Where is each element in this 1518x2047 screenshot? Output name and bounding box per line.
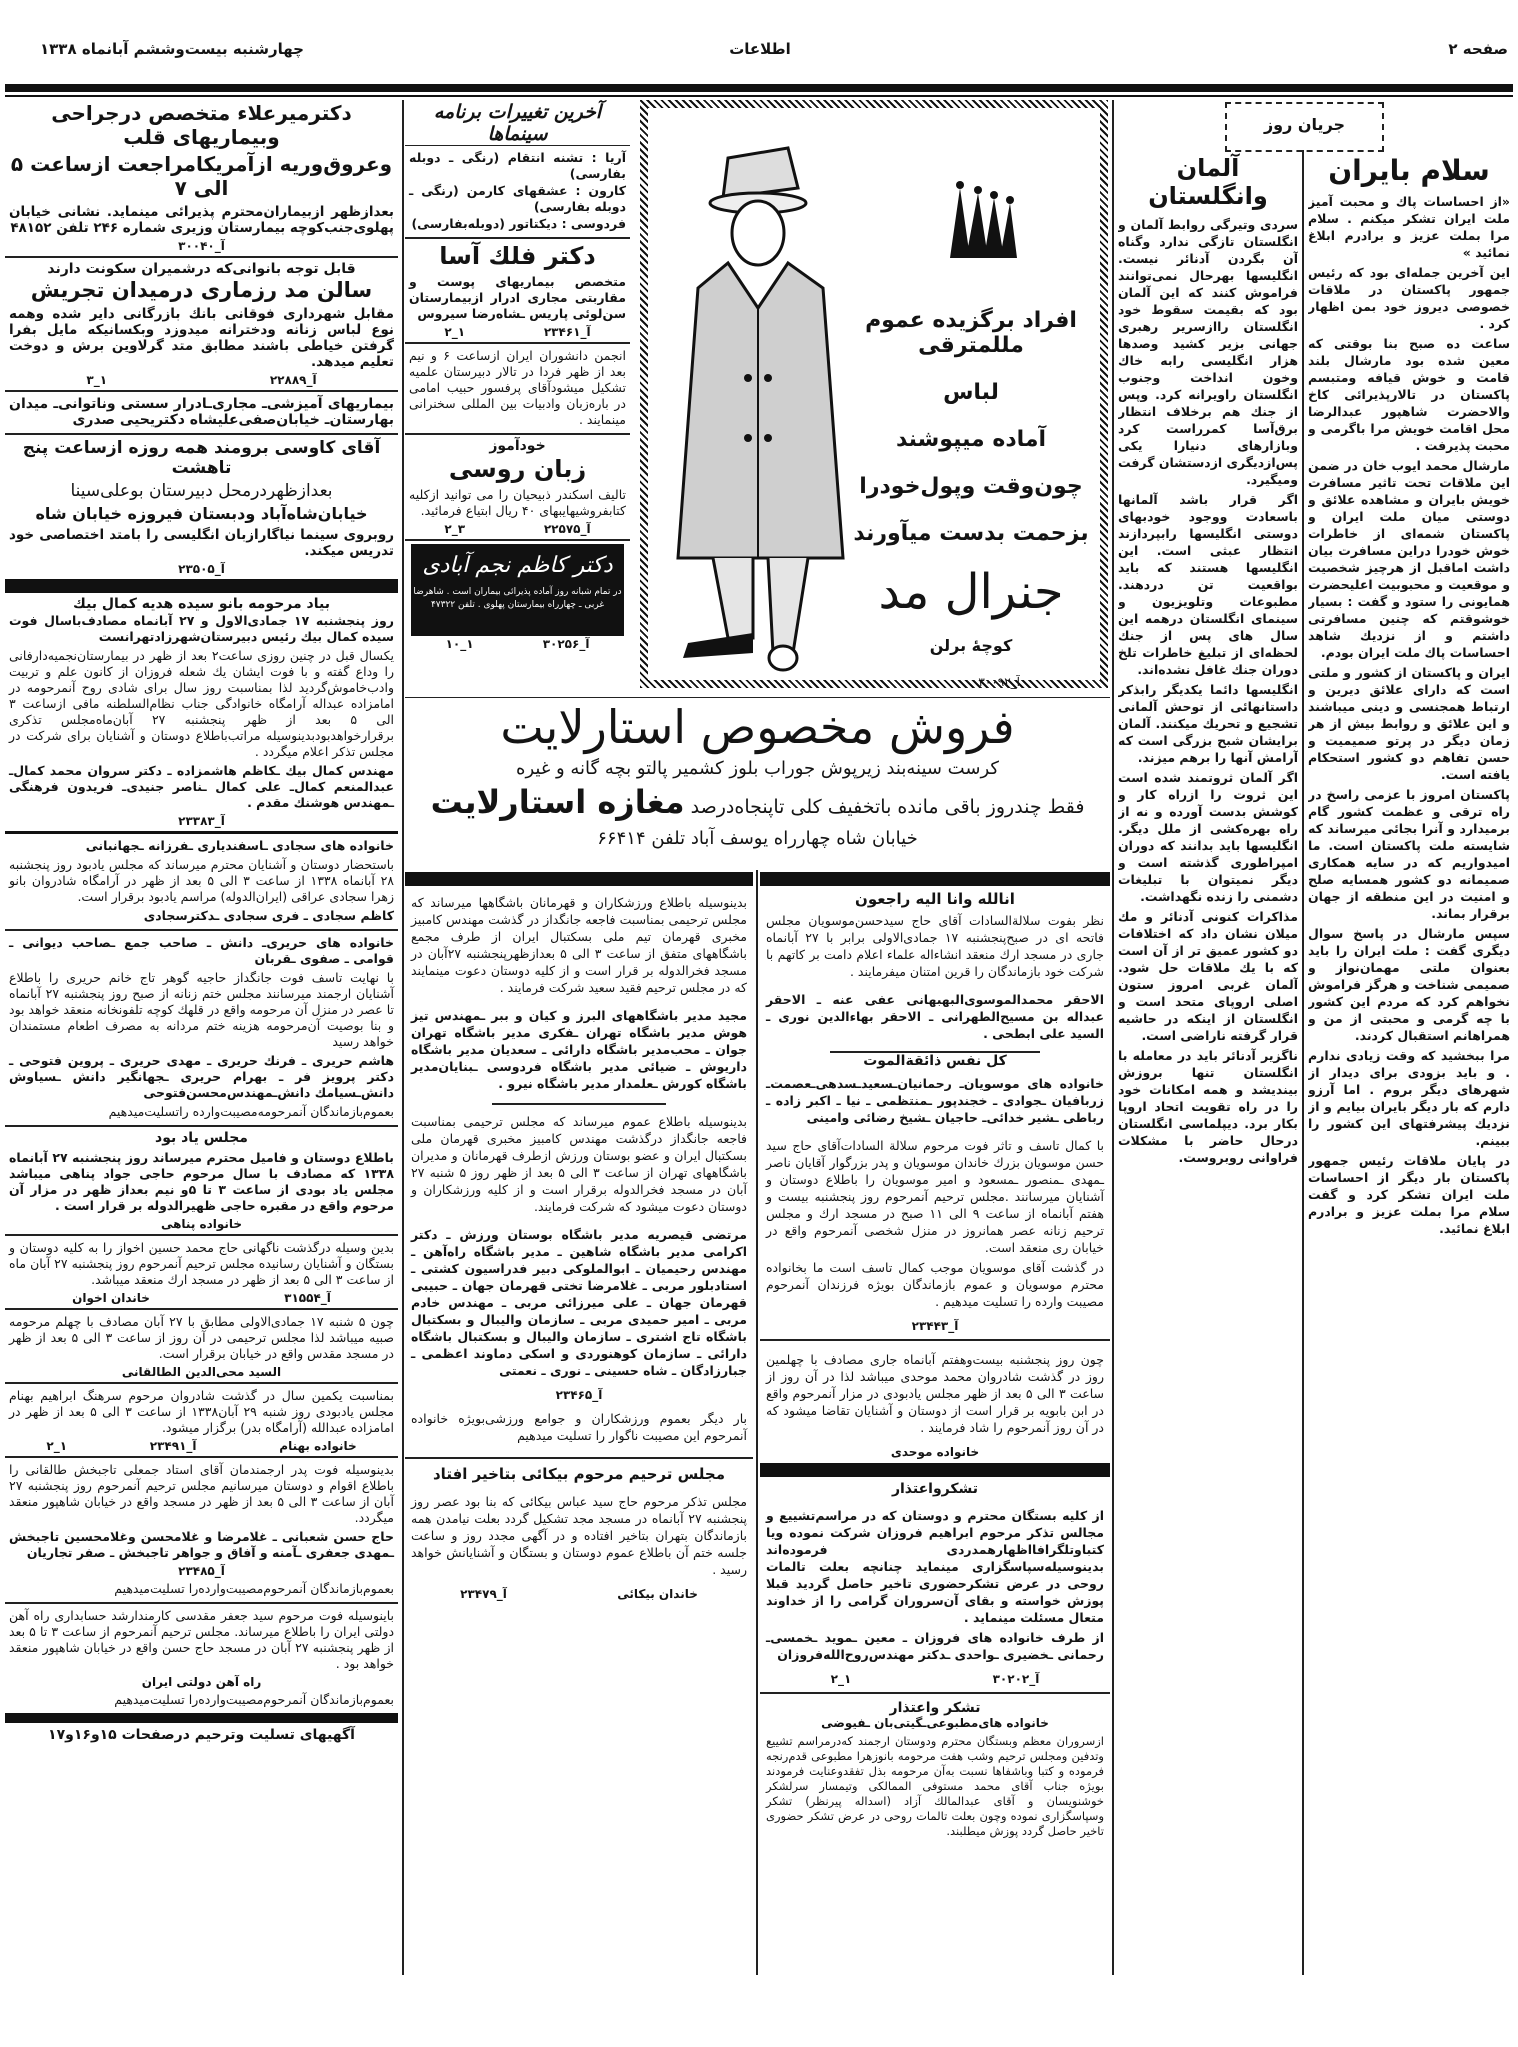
jaryan-ruz-box: جریان روز xyxy=(1225,102,1384,152)
issue-date: چهارشنبه بیست‌وششم آبانماه ۱۳۳۸ xyxy=(40,40,304,58)
sajjadi-text: باستحضار دوستان و آشنایان محترم میرساند كه مجلس یادبود روز پنجشنبه ۲۸ آبانماه ۱۳۳۸ از ساعت ۳ الی ۵ بعد از ظهر در آرامگاه شادروان بانو زهرا سجادی عراقی (ایران‌الدوله) مراسم یادبود برقرار است. xyxy=(9,857,395,904)
movahedi-text: چون روز پنجشنبه بیست‌وهفتم آبانماه جاری مصادف با چهلمین روز در گذشت شادروان محمد موحدی میباشد لذا در آن روز از ساعت ۳ الی ۵ بعد از ظهر مجلس یادبودی در مزار آنمرحوم واقع در ابن بابویه بر قرار است از دوستان و آشنایان تقاضا میشود كه در آن روز آنمرحوم را شاد فرمایند . xyxy=(766,1352,1104,1435)
column-divider xyxy=(756,870,758,1975)
matbouei-title: تشكر واعتذار xyxy=(889,1700,981,1716)
paragraph: انگلیسها دائما یكدیگر رابذكر داستانهائی از توحش آلمانی تشجیع و تحریك میكنند. آلمان برایشان شبح بزرگی است كه آرامش آنها را برهم میزند. xyxy=(1118,682,1298,765)
forouzan-title: تشكرواعتذار xyxy=(891,1481,979,1497)
ad-code: آ_۳۰۰۹۲ xyxy=(978,675,1020,689)
mirala-line2: وعروق‌وریه ازآمریكامراجعت ازساعت ۵ الی ۷ xyxy=(10,152,393,200)
ad-code: آ_۲۳۳۸۳ xyxy=(178,814,225,828)
newspaper-name: اطلاعات xyxy=(729,40,791,58)
paragraph: ناگزیر آدنائر باید در معامله با انگلستان تنها بروزش بیندیشد و همه امكانات خود را در راه تقویت اتحاد اروپا بكار برد. دیپلماسی انگلستان درحال حاضر با مشكلات فراوانی روبروست. xyxy=(1118,1048,1298,1165)
mirala-title: دكترمیرعلاء متخصص درجراحی وبیماریهای قلب xyxy=(51,101,352,149)
article-title: آلمان وانگلستان xyxy=(1148,154,1268,210)
russian-pre: خودآموز xyxy=(489,438,546,454)
starlight-store: مغازه استارلایت xyxy=(430,783,685,821)
najm-title: دكتر كاظم نجم آبادی xyxy=(422,553,613,578)
column-divider xyxy=(402,100,404,1975)
starlight-title: فروش مخصوص استارلایت xyxy=(500,700,1015,754)
kamal-title: بیاد مرحومه بانو سیده هدیه كمال بیك xyxy=(73,596,330,612)
beykaei-text: مجلس تذكر مرحوم حاج سید عباس بیكائی كه بنا بود عصر روز پنجشنبه ۲۷ آبانماه در مسجد مجد تشكیل گردد بعلت نیامدن همه بازماندگان بتهران بتاخیر افتاده و در آگهی مجدد روز و ساعت جلسه ختم آن باطلاع عموم دوستان و بستگان و آشنایانش خواهد رسید . xyxy=(411,1494,747,1577)
zaeqa-title: كل نفس ذائقةالموت xyxy=(830,1051,1040,1069)
paragraph: پاكستان امروز با عزمی راسخ در راه ترقی و عظمت كشور گام برمیدارد و آنرا بجائی میرساند كه شایسته ملت پاكستان است. ما امیدواریم كه در سایه همكاری صمیمانه دو كشور همسایه صلح و امنیت در این منطقه از جهان برقرار بماند. xyxy=(1308,787,1510,921)
kavousi-line: آقای كاوسی برومند همه روزه ازساعت پنج تاهشت xyxy=(22,438,381,478)
paragraph: سپس مارشال در پاسخ سوال دیگری گفت : ملت ایران را باید بعنوان ملتی مهمان‌نواز و صمیمی شناخت و هرگز فراموش نخواهم كرد كه مردم این كشور با چه گرمی و محبتی از من و همراهانم استقبال كردند. xyxy=(1308,926,1510,1043)
zaeqa-extra: در گذشت آقای موسویان موجب كمال تاسف است ما بخانواده محترم موسویان و عموم بازماندگان بویژه فرزندان آنمرحوم مصیبت وارده را تسلیت میدهیم . xyxy=(766,1260,1104,1309)
ad-code: ۳_۲ xyxy=(444,522,466,536)
ad-code: ۱_۲ xyxy=(830,1672,852,1686)
yadbud-text: باطلاع دوستان و فامیل محترم میرساند روز پنجشنبه ۲۷ آبانماه ۱۳۳۸ كه مصادف با سال مرحوم حاجی جواد پناهی میباشد مجلس یاد بودی از ساعت ۳ تا ۵و نیم بعداز ظهر در مزار آن مرحوم واقع در مقبره حاجی ظهیرالدوله بر قرار است . xyxy=(9,1150,395,1213)
paragraph: مذاكرات كنونی آدنائر و مك میلان نشان داد كه اختلافات دو كشور عمیق تر از آن است كه با یك ملاقات حل شود. آلمان غربی امروز ستون اصلی اروپای متحد است و انگلستان از اینكه در حاشیه قرار گرفته ناراضی است. xyxy=(1118,909,1298,1043)
paragraph: مرا ببخشید كه وقت زیادی ندارم . و باید بزودی برای دیدار از شهرهای دیگر بروم . اما آرزو دارم كه بار دیگر بایران بیایم و از نزدیك پیشرفتهای این كشور را ببینم. xyxy=(1308,1048,1510,1148)
signature: خانواده موحدی xyxy=(890,1445,980,1459)
obituaries-mid-right xyxy=(760,868,1110,1975)
ad-code: آ_۲۲۵۷۵ xyxy=(543,522,591,536)
column-salam-iran xyxy=(1308,152,1510,1974)
paragraph: در پایان ملاقات رئیس جمهور پاكستان بار دیگر از احساسات ملت ایران تشكر كرد و گفت سلام مرا بملت عزیز و برادرم ابلاغ نمائید. xyxy=(1308,1153,1510,1236)
salon-text: مقابل شهرداری فوقانی بانك بازرگانی دایر شده وهمه نوع لباس زنانه ودخترانه میدوزد وبكسانیكه مایل بفرا گرفتن خیاطی باشند مطابق متد گرلاوین برش و دوخت تعلیم میدهد. xyxy=(9,306,394,370)
mousavian-text: نظر بفوت سلالة‌السادات آقای حاج سیدحسن‌موسویان مجلس فاتحه ای در صبح‌پنجشنبه ۱۷ جمادی‌الاولی برابر با ۲۷ آبانماه جاری در مسجد ارك منعقد انشاءاله علماء اعلام دامت بر كاتهم با شركت خود بازماندگان را قرین امتنان میفرمایند . xyxy=(766,913,1104,979)
ad-code: آ_۳۰۲۵۶ xyxy=(542,637,590,651)
kamal-names: مهندس كمال بیك ـكاظم هاشمزاده ـ دكتر سروان محمد كمال‌ـ عبدالمنعم كمال‌ـ علی كمال ـناصر جنیدی‌ـ فریدون فرهنگی ـمهندس هوشنك مقدم . xyxy=(9,763,394,810)
ad-code: آ_۲۳۴۶۵ xyxy=(555,1388,603,1402)
sajjadi-lead: خانواده های سجادی ـاسفندیاری ـفرزانه ـجهانبانی xyxy=(85,838,394,853)
kavousi-line: بعدازظهردرمحل دبیرستان بوعلی‌سینا xyxy=(70,481,333,501)
ad-line: لباس xyxy=(943,380,999,405)
paragraph: این آخرین جمله‌ای بود كه رئیس جمهور پاكستان در ملاقات خصوصی دیروز خود بمن اظهار كرد . xyxy=(1308,265,1510,331)
signature: خاندان بیكائی xyxy=(617,1587,698,1601)
paragraph: ایران و پاكستان از كشور و ملتی است كه دارای علائق دیرین و ارتباط همجنسی و دینی میباشند و این علائق و روابط بیش از هر زمان دیگر در پرتو صمیمیت و حسن تفاهم دو كشور استحكام یافته است. xyxy=(1308,665,1510,782)
sajjadi-names: كاظم سجادی ـ فری سجادی ـدكترسجادی xyxy=(143,908,394,923)
ad-code: آ_۲۳۴۴۳ xyxy=(911,1319,959,1333)
bottom-bar xyxy=(5,1713,398,1723)
paragraph: سردی وتیرگی روابط آلمان و انگلستان تازگی ندارد وگناه آن بگردن آدنائر نیست. انگلیسها بهرحال نمی‌توانند فراموش كنند كه این آلمان بود كه بقیمت سقوط خود انگلستان راازسریر رهبری جهانی بزیر كشید وصدها هزار انگلیسی رابه خاك وخون انداخت وجنوب انگلستان راویرانه كرد. وپس از جنك هم برخلاف انتظار برق‌آسا كمرراست كرد وبازارهای دنیارا یكی پس‌ازدیگری ازدستشان گرفت ومیگیرد. xyxy=(1118,217,1298,487)
general-mod-ad xyxy=(640,100,1108,688)
zaeqa-text: با كمال تاسف و تاثر فوت مرحوم سلالة السادات‌آقای حاج سید حسن موسویان بزرك خاندان موسویان و پدر بزرگوار آقایان ناصر ـمهدی ـمنصور ـمسعود و امیر موسویان را باطلاع دوستان و آشنایان میرسانند .مجلس ترحیم آنمرحوم روز پنجشنبه بیست و هفتم آبانماه از ساعت ۹ الی ۱۱ صبح در مسجد ارك و مجلس ترحیم زنانه عصر همانروز در منزل شخصی آنمرحوم واقع در خیابان ری منعقد است. xyxy=(766,1138,1104,1255)
ahvaz-text: بدین وسیله درگذشت ناگهانی حاج محمد حسین اخواز را به كلیه دوستان و بستگان و آشنایان رسانیده مجلس ترحیم آنمرحوم روز پنجشنبه ۲۷ آبان ماه از ساعت ۳ الی ۵ بعد از ظهر در مسجد ارك منعقد میباشد. xyxy=(9,1240,394,1287)
hariri-text: با نهایت تاسف فوت جانگداز حاجیه گوهر تاج خانم حریری را باطلاع آشنایان ارجمند میرسانند مجلس ختم زنانه از صبح روز پنجشنبه ۲۷ آبانماه تا عصر در منزل آن مرحومه واقع در قلهك كوچه تلفونخانه منعقد خواهد بود و بنا بوصیت آن‌مرحومه هزینه ختم مردانه به مصرف اطعام مستمندان خواهد رسید xyxy=(9,970,394,1049)
paragraph: «از احساسات پاك و محبت آمیز ملت ایران تشكر میكنم . سلام مرا بملت عزیز و برادرم ابلاغ نمائید » xyxy=(1308,194,1510,260)
ad-code: آ_۲۲۸۸۹ xyxy=(269,373,317,387)
sadri-text: بیماریهای آمیزشی‌ـ مجاری‌ـادرار سستی وناتوانی‌ـ میدان بهارستان‌ـ خیابان‌صفی‌علیشاه دكتریحیی صدری xyxy=(9,396,394,428)
ad-address: كوچهٔ برلن xyxy=(929,636,1013,655)
mokhberi-text: بدینوسیله باطلاع ورزشكاران و قهرمانان باشگاهها میرساند كه مجلس ترحیمی بمناسبت فاجعه جانگداز در گذشت مهندس كامبیز مخبری قهرمان تیم ملی بسكتبال ایران از طرف مجمع باشگاههای متفق از ساعت ۳ الی ۵ بعدازظهرپنجشنبه ۲۷آبان در مسجد فخرالدوله بر قرار است و از كلیه دوستان دعوت مینمایند كه در مجلس ترحیم فقید سعید شركت فرمایند . xyxy=(411,895,747,995)
taleghani-text: چون ۵ شنبه ۱۷ جمادی‌الاولی مطابق با ۲۷ آبان مصادف با چهلم مرحومه صبیه میباشد لذا مجلس ترحیمی در آن روز از ساعت ۳ الی ۵ بعد از ظهر در مسجد مقدس واقع در خیابان برقرار است. xyxy=(9,1314,394,1361)
forouzan-names: از طرف خانواده های فروزان ـ معین ـموید ـخمسی‌ـ رحمانی ـخضیری ـواحدی ـدكتر مهندس‌روح‌الله‌فروزان xyxy=(766,1630,1104,1662)
ad-code: ۱_۱۰ xyxy=(445,637,474,651)
ad-code: آ_۳۰۲۰۲ xyxy=(992,1672,1040,1686)
mokhberi-text: بدینوسیله باطلاع عموم میرساند كه مجلس ترحیمی بمناسبت فاجعه جانگداز درگذشت مهندس كامبیز مخبری قهرمان ملی بسكتبال ایران و عضو بوستان ورزش ازطرف قهرمانان و مدیران باشگاههای تهران از ساعت ۳ الی ۵ بعد از ظهر روز ۵ شنبه ۲۷ آبان در مسجد فخرالدوله برقرار است و از كلیه ورزشكاران و دوستان دعوت میشود كه شركت فرمایند. xyxy=(411,1114,747,1214)
hariri-footer: بعموم‌بازماندگان آنمرحومه‌مصیبت‌وارده راتسلیت‌میدهیم xyxy=(108,1104,394,1119)
column-germany-england xyxy=(1118,152,1298,1974)
left-column xyxy=(5,100,398,2042)
ad-code: آ_۲۳۴۸۵ xyxy=(178,1564,225,1578)
paragraph: فردوسی : دیكتاتور (دوبله‌بفارسی) xyxy=(411,216,626,231)
signature: خاندان اخوان xyxy=(72,1291,150,1305)
salon-title: سالن مد رزماری درمیدان تجریش xyxy=(30,278,373,302)
najm-abadi-ad xyxy=(411,544,624,651)
cinema-title: آخرین تغییرات برنامه سینماها xyxy=(405,101,630,146)
mokhberi-footer: بار دیگر بعموم ورزشكاران و جوامع ورزشی‌بویژه خانواده آنمرحوم این مصیبت ناگوار را تسلیت میدهیم xyxy=(411,1411,747,1443)
mokhberi-names: مرتضی قیصریه مدیر باشگاه بوستان ورزش ـ دكتر اكرامی مدیر باشگاه شاهین ـ مدیر باشگاه راه‌آهن ـ مهندس رحیمیان ـ ابوالملوكی دبیر فدراسیون كشتی ـ استاد‌بلور مربی ـ غلامرضا تختی قهرمان جهان ـ حبیبی قهرمان جهان ـ علی میرزائی مربی ـ مهندس خادم مربی ـ امیر حمیدی مربی ـ سازمان والیبال و بسكتبال باشگاه تاج اشتری ـ سازمان والیبال و بسكتبال باشگاه دارائی ـ سازمان كوهنوردی و اسكی دماوند اعظمی ـ جبارزادگان ـ شاه حسینی ـ نوری ـ نعمتی xyxy=(411,1227,747,1378)
mousavian-title: انالله وانا الیه راجعون xyxy=(855,890,1015,908)
kavousi-line: خیابان‌شاه‌آباد ودبستان فیروزه خیابان شاه xyxy=(35,504,368,523)
obituaries-mid-left xyxy=(405,868,753,1975)
matbouei-lead: خانواده های‌مطبوعی‌ـگیتی‌بان ـفیوضی xyxy=(821,1716,1049,1730)
ad-code: آ_۲۳۵۰۵ xyxy=(178,562,225,576)
anjoman-text: انجمن دانشوران ایران ازساعت ۶ و نیم بعد از ظهر فردا در تالار دبیرستان علمیه تشكیل میشودآقای پرفسور حبیب امامی در باره‌زبان وادبیات بین المللی سخنرانی مینمایند . xyxy=(409,348,626,427)
paragraph: آریا : تشنه انتقام (رنگی ـ دوبله بفارسی) xyxy=(409,150,626,181)
railway-text: باینوسیله فوت مرحوم سید جعفر مقدسی كارمندارشد حسابداری راه آهن دولتی ایران را باطلاع میرساند. مجلس ترحیم آنمرحوم از ساعت ۳ تا ۵ بعد از ظهر پنجشنبه ۲۷ آبان در مسجد حاج حسن واقع در خیابان شاهپور منعقد خواهد بود . xyxy=(9,1608,395,1671)
behnam-text: بمناسبت یكمین سال در گذشت شادروان مرحوم سرهنگ ابراهیم بهنام مجلس یادبودی روز شنبه ۲۹ آبان۱۳۳۸ از ساعت ۳ الی ۵ بعد از ظهر در امامزاده عبدالله (آرامگاه بدر) برگزار میشود. xyxy=(9,1388,394,1435)
paragraph: ساعت ده صبح بنا بوقتی كه معین شده بود مارشال بلند قامت و خوش قیافه ومتبسم پاكستان در تالارپذیرائی كاخ والاحضرت شاهپور عبدالرضا محل اقامت خویش مرا باگرمی و محبت پذیرفت . xyxy=(1308,336,1510,453)
hariri-lead: خانواده های حریری‌ـ دانش ـ صاحب جمع ـصاحب دیوانی ـ قوامی ـ صفوی ـقربان xyxy=(9,935,394,966)
kamal-lead: روز پنجشنبه ۱۷ جمادی‌الاول و ۲۷ آبانماه مصادف‌باسال فوت سیده كمال بیك رئیس دبیرستان‌شهرزادتهرانست xyxy=(9,613,394,644)
signature: راه آهن دولتی ایران xyxy=(141,1675,262,1689)
russian-text: تالیف اسكندر ذبیحیان را می توانید ازكلیه كتابفروشیهایبهای ۴۰ ریال ابتیاع فرمائید. xyxy=(409,487,626,518)
page-number: صفحه ۲ xyxy=(1448,40,1508,58)
ad-code: آ_۲۳۴۹۱ xyxy=(149,1439,197,1453)
jamali-text: بدینوسیله فوت پدر ارجمندمان آقای استاد جمعلی تاجبخش طالقانی را باطلاع اقوام و دوستان میرسانیم مجلس ترحیم آنمرحوم روز پنجشنبه ۲۷ آبان از ساعت ۳ الی ۵ بعد از ظهر در مسجد واقع در خیابان شاهپور منعقد میگردد. xyxy=(9,1462,394,1525)
paragraph: اگر آلمان ثروتمند شده است این ثروت را ازراه كار و كوشش بدست آورده و نه از راه بهره‌كشی از ملل دیگر. انگلیسها باید بدانند كه دوران امپراطوری گذشته است و دیگر نمیتوان با تبلیغات دشمنی را زنده نگهداشت. xyxy=(1118,770,1298,904)
ad-code: ۱_۳ xyxy=(86,373,108,387)
bottom-note: آگهیهای تسلیت وترحیم درصفحات ۱۵و۱۶و۱۷ xyxy=(48,1727,355,1743)
paragraph: مارشال محمد ایوب خان در ضمن این ملاقات تحت تاثیر مسافرت خویش بایران و مشاهده علائق و دوستی میان ملت ایران و پاكستان شمه‌ای از خاطرات خوش خودرا دراین مسافرت بیان داشت اماقبل از هرچیز شخصیت و موقعیت و محبوبیت اعلیحضرت همایونی را ستود و گفت : بسیار خوشوقتم كه چنین مسافرتی داشتم و از نزدیك شاهد احساسات پاك ملت ایران بودم. xyxy=(1308,458,1510,660)
matbouei-text: ازسروران معظم وبستگان محترم ودوستان ارجمند كه‌درمراسم تشییع وتدفین ومجلس ترحیم وشب هفت مرحومه بانوزهرا مطبوعی قدم‌رنجه فرموده و كتبا وباشفاها نسبت به‌آن مرحومه بذل تفقدوعنایت فرمودند بویژه جناب آقای محمد مستوفی الممالكی وتیمسار سرلشكر خوشنویسان و آقای عبدالمالك آزاد (اسداله پیرنظر) تشكر وسپاسگزاری نموده وچون بعلت تالمات روحی در عرض تشكر حضوری تاخیر حاصل گردد پوزش میطلبند. xyxy=(766,1734,1104,1838)
cinema-column xyxy=(405,100,630,694)
column-divider xyxy=(1302,150,1304,1975)
figures-logo-icon xyxy=(948,178,1018,263)
russian-title: زبان روسی xyxy=(448,455,587,483)
najm-text: در تمام شبانه روز آماده پذیرائی بیماران است . شاهرضا غربی ـ چهارراه بیمارستان پهلوی . تلفن ۴۷۳۲۲ xyxy=(413,587,622,610)
ad-code: آ_۳۰۰۴۰ xyxy=(178,239,225,253)
ad-code: ۱_۲ xyxy=(444,325,466,339)
railway-footer: بعموم‌بازماندگان آنمرحوم‌مصیبت‌وارده‌را تسلیت‌میدهیم xyxy=(114,1692,394,1707)
ad-code: آ_۲۳۴۶۱ xyxy=(543,325,591,339)
beykaei-title: مجلس ترحیم مرحوم بیكائی بتاخیر افتاد xyxy=(432,1465,725,1483)
ad-line: چون‌وقت وپول‌خودرا xyxy=(859,474,1083,499)
zaeqa-lead: خانواده های موسویان‌ـ رحمانیان‌ـسعید‌ـسدهی‌ـعصمت‌ـ زربافیان ـجوادی ـ خجندپور ـمنتظمی ـ نیا ـ اكبر زاده ـ رباطی ـشیر خدائی‌ـ حاجیان ـشیخ رضائی وامینی xyxy=(766,1076,1104,1125)
jamali-names: حاج حسن شعبانی ـ غلامرضا و غلامحسن وغلامحسین تاجبخش ـمهدی جعفری ـآمنه و آفاق و جواهر تاجبخش ـ صفر تجاریان xyxy=(9,1529,394,1560)
starlight-items: كرست سینه‌بند زیرپوش جوراب بلوز كشمیر پالتو بچه گانه و غیره xyxy=(516,758,999,779)
ad-code: آ_۲۳۴۷۹ xyxy=(460,1587,507,1601)
yadbud-title: مجلس یاد بود xyxy=(155,1130,248,1146)
jamali-footer: بعموم‌بازماندگان آنمرحوم‌مصیبت‌وارده‌را تسلیت‌میدهیم xyxy=(114,1581,394,1596)
ad-brand: جنرال مد xyxy=(878,564,1064,620)
falak-title: دكتر فلك آسا xyxy=(439,242,596,270)
forouzan-text: از كلیه بستگان محترم و دوستان كه در مراسم‌تشییع و مجالس تذكر مرحوم ابراهیم فروزان شركت نموده ویا كتباوتلگرافااظهارهمدردی فرموده‌اند بدینوسیله‌سپاسگزاری مینماید چنانچه بعلت تالمات روحی در عرض تشكرحضوری تاخیر حاصل گردید قبلا پوزش خواسته و بقای آن‌سروران گرامی را از خداوند متعال مسئلت مینماید . xyxy=(766,1508,1104,1625)
header-rule-thin xyxy=(5,95,1513,97)
ad-line: بزحمت بدست میآورند xyxy=(853,521,1089,546)
paragraph: كارون : عشقهای كارمن (رنگی ـ دوبله بفارسی) xyxy=(409,183,626,214)
ad-code: آ_۳۱۵۵۴ xyxy=(284,1291,331,1305)
falak-text: متخصص بیماریهای پوست و مقاربتی مجاری ادرار ازبیمارستان سن‌لوئی پاریس ـشاه‌رضا سیروس xyxy=(409,274,626,321)
article-title: سلام بایران xyxy=(1328,154,1490,187)
mousavian-names: الاحقر محمدالموسوی‌البهبهانی عفی عنه ـ الاحقر عبداله بن مسیح‌الطهرانی ـ الاحقر بهاءالدین نوری ـ السید علی ابطحی . xyxy=(766,992,1104,1041)
mirala-text: بعدازظهر ازبیماران‌محترم پذیرائی مینماید. نشانی خیابان پهلوی‌جنب‌كوچه بیمارستان وزیری شماره ۲۴۶ تلفن ۴۸۱۵۲ xyxy=(9,204,394,236)
kamal-text: یكسال قبل در چنین روزی ساعت۲ بعد از ظهر در بیمارستان‌نجمیه‌دارفانی را وداع گفته و با فوت ایشان یك شعله فروزان از كانون علم و تربیت وادب‌خاموش‌گردید لذا بمناسبت روز سال برای شادی روح آنمرحومه در امامزاده عبداله آرامگاه خانوادگی جناب نظام‌السلطنه مافی ازساعت ۳ الی ۵ بعد از ظهر پنجشنبه ۲۷ آبان‌ماه‌مجلس تذكری برقرارخواهدبودبدینوسیله مراتب‌باطلاع دوستان و آشنایان برای شركت در مجلس تذكر اعلام میگردد . xyxy=(9,648,395,759)
ad-line: آماده میپوشند xyxy=(895,427,1047,452)
starlight-ad xyxy=(405,697,1110,863)
starlight-offer: فقط چندروز باقی مانده باتخفیف كلی تاپنجاه‌درصد xyxy=(690,796,1085,818)
kavousi-text: روبروی سینما نیاگارازبان انگلیسی را بامتد اختصاصی خود تدریس میكند. xyxy=(9,527,394,559)
coat-man-illustration xyxy=(658,118,858,673)
signature: السید محی‌الدین الطالقانی xyxy=(121,1365,282,1379)
hariri-names: هاشم حریری ـ فرنك حریری ـ مهدی حریری ـ پروین فتوحی ـ دكتر پرویز فر ـ بهرام حریری ـجهانگیر دانش ـسیاوش دانش‌ـسیامك دانش‌ـمهندس‌محسن‌فتوحی xyxy=(9,1053,394,1100)
paragraph: اگر قرار باشد آلمانها باسعادت ووجود خودبهای دوستی انگلیسها رابپردازند انتظار عبثی است. این انگلیسها هستند كه باید بواقعیت تن دردهند. مطبوعات وتلویزیون و سینمای انگلستان درهمه این سال های پس از جنك لحظه‌ای از تبلیغ خاطرات تلخ دوران جنك غافل نشده‌اند. xyxy=(1118,492,1298,677)
header-rule xyxy=(5,84,1513,92)
signature: خانواده پناهی xyxy=(160,1217,243,1231)
signature: خانواده بهنام xyxy=(279,1439,357,1453)
ad-line: افراد برگزیده عموم مللمترقی xyxy=(865,308,1077,358)
mokhberi-names: مجید مدیر باشگاههای البرز و كیان و ببر ـمهندس تیز هوش مدیر باشگاه تهران ـفكری مدیر باشگاه تهران جوان ـ محب‌مدیر باشگاه دارائی ـ سعدیان مدیر باشگاه داریوش ـ ضیائی مدیر باشگاه فردوسی ـبنایان‌مدیر باشگاه كورش ـعلمدار مدیر باشگاه نیرو . xyxy=(411,1008,747,1091)
column-divider xyxy=(1112,100,1114,1975)
salon-pre: قابل توجه بانوانی‌كه درشمیران سكونت دارند xyxy=(47,261,356,277)
starlight-address: خیابان شاه چهارراه یوسف آباد تلفن ۶۶۴۱۴ xyxy=(597,828,918,849)
ad-code: ۱_۲ xyxy=(46,1439,68,1453)
